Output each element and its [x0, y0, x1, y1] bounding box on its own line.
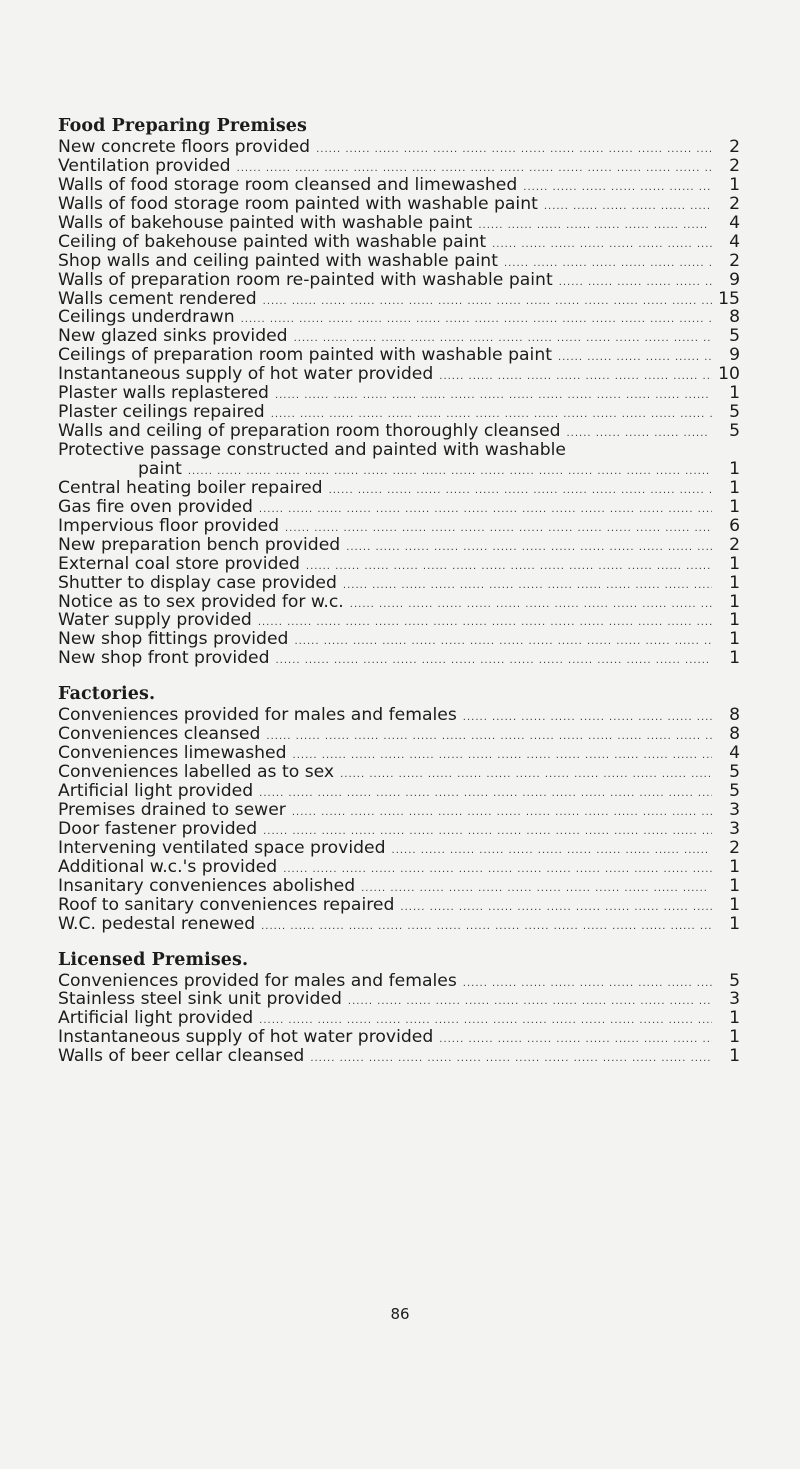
dot-leader: [253, 501, 712, 520]
list-item: [58, 574, 740, 593]
item-label: External coal store provided: [58, 553, 300, 574]
item-label: Ceilings underdrawn: [58, 307, 235, 328]
list-item: [58, 896, 740, 915]
item-label: Walls cement rendered: [58, 288, 257, 309]
list-item: [58, 744, 740, 763]
item-count: 9: [729, 269, 740, 290]
item-label: Plaster walls replastered: [58, 383, 269, 404]
list-item: [58, 555, 740, 574]
item-count: 8: [729, 705, 740, 726]
section-2: [58, 682, 740, 933]
list-item: [58, 214, 740, 233]
list-item: [58, 858, 740, 877]
item-label: Walls of food storage room cleansed and limewashed: [58, 174, 518, 195]
item-count: 1: [729, 875, 740, 896]
item-count: 8: [729, 724, 740, 745]
dot-leader: [279, 520, 712, 539]
item-label: Conveniences provided for males and females: [58, 970, 457, 991]
dot-leader: [252, 614, 712, 633]
list-item: [58, 403, 740, 422]
list-item: [58, 517, 740, 536]
dot-leader: [235, 311, 712, 330]
item-count: 15: [718, 288, 740, 309]
dot-leader: [433, 368, 712, 387]
list-item: [58, 327, 740, 346]
list-item: [58, 972, 740, 991]
dot-leader: [286, 804, 712, 823]
item-label: Impervious floor provided: [58, 515, 279, 536]
item-count: 5: [729, 326, 740, 347]
list-item: [58, 536, 740, 555]
item-label: paint: [138, 458, 182, 479]
item-count: 1: [729, 496, 740, 517]
item-label: Shop walls and ceiling painted with washable paint: [58, 250, 498, 271]
item-count: 5: [729, 970, 740, 991]
item-label: Stainless steel sink unit provided: [58, 989, 342, 1010]
list-item: [58, 877, 740, 896]
list-item: [58, 346, 740, 365]
item-count: 10: [718, 364, 740, 385]
item-count: 1: [729, 174, 740, 195]
dot-leader: [394, 899, 712, 918]
list-item: [58, 593, 740, 612]
section-1: [58, 114, 740, 668]
list-item: [58, 763, 740, 782]
item-label: Conveniences labelled as to sex: [58, 762, 335, 783]
list-item: [58, 290, 740, 309]
item-count: 1: [729, 629, 740, 650]
item-label: Protective passage constructed and painted with washable: [58, 440, 566, 460]
list-item: [58, 611, 740, 630]
item-count: 1: [729, 648, 740, 669]
dot-leader: [270, 652, 713, 671]
item-count: 1: [729, 894, 740, 915]
item-label: Conveniences provided for males and females: [58, 705, 457, 726]
item-label: Plaster ceilings repaired: [58, 402, 265, 423]
dot-leader: [269, 387, 712, 406]
item-label: Intervening ventilated space provided: [58, 837, 386, 858]
dot-leader: [517, 179, 712, 198]
item-label: W.C. pedestal renewed: [58, 913, 256, 934]
item-label: Artificial light provided: [58, 781, 254, 801]
item-label: Gas fire oven provided: [58, 496, 253, 517]
item-count: 9: [729, 345, 740, 366]
list-item: [58, 460, 740, 479]
dot-leader: [260, 728, 712, 747]
item-count: 1: [729, 458, 740, 479]
item-count: 2: [729, 837, 740, 858]
item-count: 6: [729, 515, 740, 536]
item-label: Walls of beer cellar cleansed: [58, 1046, 305, 1067]
section-title: Licensed Premises.: [58, 949, 249, 970]
list-item: [58, 271, 740, 290]
item-label: New concrete floors provided: [58, 137, 311, 157]
item-count: 1: [729, 913, 740, 934]
list-item: [58, 801, 740, 820]
list-item: [58, 990, 740, 1009]
item-label: New shop front provided: [58, 648, 270, 669]
item-count: 5: [729, 421, 740, 442]
section-rows: [58, 972, 740, 1067]
list-item: [58, 365, 740, 384]
item-count: 1: [729, 477, 740, 498]
dot-leader: [337, 577, 712, 596]
item-label: New preparation bench provided: [58, 534, 341, 555]
item-label: Walls and ceiling of preparation room thoroughly cleansed: [58, 421, 561, 442]
item-label: Additional w.c.'s provided: [58, 856, 278, 877]
item-label: Ventilation provided: [58, 155, 231, 176]
section-rows: [58, 706, 740, 933]
dot-leader: [433, 1031, 712, 1050]
dot-leader: [257, 293, 712, 312]
list-item: [58, 176, 740, 195]
list-item: [58, 308, 740, 327]
list-item: [58, 915, 740, 934]
section-rows: [58, 138, 740, 668]
list-item: [58, 1028, 740, 1047]
list-item: [58, 839, 740, 858]
item-count: 1: [729, 1046, 740, 1067]
dot-leader: [486, 236, 712, 255]
page-number: 86: [390, 1305, 410, 1323]
dot-leader: [300, 558, 712, 577]
dot-leader: [538, 198, 712, 217]
item-count: 2: [729, 193, 740, 214]
list-item: [58, 384, 740, 403]
item-label: Walls of bakehouse painted with washable paint: [58, 212, 473, 233]
item-label: Conveniences cleansed: [58, 724, 261, 745]
item-count: 1: [729, 572, 740, 593]
item-label: Ceilings of preparation room painted with washable paint: [58, 345, 552, 366]
dot-leader: [342, 993, 712, 1012]
section-3: [58, 948, 740, 1067]
item-count: 5: [729, 762, 740, 783]
item-label: Premises drained to sewer: [58, 799, 286, 820]
item-count: 2: [729, 250, 740, 271]
list-item: [58, 725, 740, 744]
item-count: 1: [729, 553, 740, 574]
item-label: Water supply provided: [58, 610, 252, 631]
document-page: [58, 114, 740, 1066]
dot-leader: [472, 217, 712, 236]
list-item: [58, 138, 740, 157]
item-label: Insanitary conveniences abolished: [58, 875, 356, 896]
dot-leader: [304, 1050, 712, 1069]
item-count: 1: [729, 856, 740, 877]
section-title: Factories.: [58, 684, 156, 705]
item-count: 2: [729, 137, 740, 157]
item-count: 5: [729, 402, 740, 423]
item-count: 5: [729, 781, 740, 801]
item-label: Notice as to sex provided for w.c.: [58, 591, 344, 612]
dot-leader: [457, 709, 712, 728]
item-count: 4: [729, 231, 740, 252]
list-item: [58, 422, 740, 441]
list-item: [58, 1009, 740, 1028]
item-label: Walls of food storage room painted with washable paint: [58, 193, 538, 214]
item-count: 1: [729, 610, 740, 631]
dot-leader: [255, 918, 712, 937]
list-item: [58, 820, 740, 839]
list-item: [58, 157, 740, 176]
item-count: 4: [729, 743, 740, 764]
list-item: [58, 782, 740, 801]
section-title: Food Preparing Premises: [58, 116, 307, 136]
item-label: Shutter to display case provided: [58, 572, 337, 593]
item-count: 8: [729, 307, 740, 328]
item-count: 2: [729, 534, 740, 555]
item-count: 3: [729, 799, 740, 820]
item-label: Door fastener provided: [58, 818, 258, 839]
item-label: Conveniences limewashed: [58, 743, 287, 764]
list-item: [58, 1047, 740, 1066]
dot-leader: [553, 274, 712, 293]
dot-leader: [561, 425, 713, 444]
item-count: 3: [729, 989, 740, 1010]
item-count: 1: [729, 1008, 740, 1029]
dot-leader: [355, 880, 712, 899]
item-label: New shop fittings provided: [58, 629, 289, 650]
dot-leader: [344, 596, 712, 615]
sections-container: [58, 114, 740, 1066]
item-count: 1: [729, 1027, 740, 1048]
dot-leader: [310, 141, 712, 160]
list-item: [58, 233, 740, 252]
item-count: 1: [729, 591, 740, 612]
dot-leader: [253, 785, 712, 804]
item-label: Central heating boiler repaired: [58, 477, 323, 498]
list-item: [58, 252, 740, 271]
item-label: Artificial light provided: [58, 1008, 254, 1029]
dot-leader: [323, 482, 712, 501]
item-count: 2: [729, 155, 740, 176]
list-item: [58, 479, 740, 498]
dot-leader: [552, 349, 712, 368]
list-item: [58, 195, 740, 214]
dot-leader: [288, 633, 712, 652]
item-count: 4: [729, 212, 740, 233]
item-count: 1: [729, 383, 740, 404]
dot-leader: [287, 747, 712, 766]
list-item: [58, 706, 740, 725]
list-item: [58, 630, 740, 649]
item-label: Roof to sanitary conveniences repaired: [58, 894, 395, 915]
item-label: New glazed sinks provided: [58, 326, 288, 347]
item-count: 3: [729, 818, 740, 839]
item-label: Walls of preparation room re-painted with washable paint: [58, 269, 553, 290]
dot-leader: [386, 842, 712, 861]
dot-leader: [457, 975, 712, 994]
item-label: Instantaneous supply of hot water provided: [58, 364, 434, 385]
list-item: [58, 649, 740, 668]
item-label: Ceiling of bakehouse painted with washable paint: [58, 231, 487, 252]
item-label: Instantaneous supply of hot water provided: [58, 1027, 434, 1048]
dot-leader: [334, 766, 712, 785]
list-item: [58, 498, 740, 517]
dot-leader: [340, 539, 712, 558]
